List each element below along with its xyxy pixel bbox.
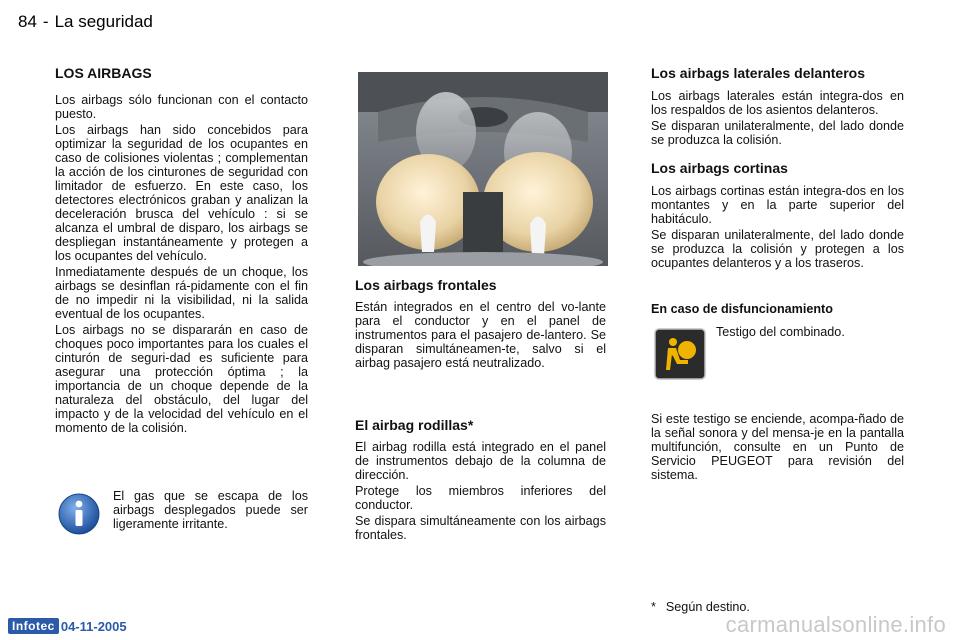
right-column xyxy=(651,66,904,484)
footer xyxy=(8,617,127,635)
curtain-airbags-paragraph: Se disparan unilateralmente, del lado donde se produzca la colisión y protegen a los ocupantes delanteros y a los traseros. xyxy=(651,228,904,270)
frontal-airbags-heading: Los airbags frontales xyxy=(355,277,497,293)
warning-lamp-caption: Testigo del combinado. xyxy=(716,325,845,339)
info-note-text: El gas que se escapa de los airbags desplegados puede ser ligeramente irritante. xyxy=(113,489,308,531)
curtain-airbags-paragraph: Los airbags cortinas están integra-dos en los montantes y en la parte superior del habitáculo. xyxy=(651,184,904,226)
left-paragraph: Los airbags no se dispararán en caso de choques poco importantes para los cuales el cinturón de seguri-dad es suficiente para asegurar una protección óptima ; la importancia de un choque depende de la naturaleza del obstáculo, del lugar del impacto y de la velocidad del vehículo en el momento de la colisión. xyxy=(55,323,308,435)
footnote-text: Según destino. xyxy=(665,600,750,614)
watermark: carmanualsonline.info xyxy=(725,612,946,637)
info-note xyxy=(58,489,308,539)
malfunction-paragraph: Si este testigo se enciende, acompa-ñado de la señal sonora y del mensa-je en la pantalla multifunción, consulte en un Punto de Servicio PEUGEOT para revisión del sistema. xyxy=(651,412,904,482)
left-paragraph: Los airbags sólo funcionan con el contacto puesto. xyxy=(55,93,308,121)
left-paragraph: Los airbags han sido concebidos para optimizar la seguridad de los ocupantes en caso de colisiones violentas ; complementan la acción de los cinturones de seguridad con limitador de esfuerzo. En este caso, los detectores electrónicos graban y analizan la deceleración brusca del vehículo : si se alcanza el umbral de disparo, los airbags se despliegan instantáneamente y protegen a los ocupantes del vehículo. xyxy=(55,123,308,263)
page-title: La seguridad xyxy=(54,12,153,31)
page-header xyxy=(18,12,153,32)
frontal-airbags-paragraph: Están integrados en el centro del vo-lante para el conductor y en el panel de instrumentos para el pasajero de-lantero. Se disparan simultáneamen-te, salvo si el airbag pasajero está neutralizado. xyxy=(355,300,606,370)
page-number: 84 xyxy=(18,12,37,31)
warning-lamp-row xyxy=(651,326,904,388)
knee-airbag-paragraph: Se dispara simultáneamente con los airbags frontales. xyxy=(355,514,606,542)
airbags-heading: LOS AIRBAGS xyxy=(55,65,152,81)
malfunction-heading: En caso de disfuncionamiento xyxy=(651,302,833,316)
info-icon xyxy=(58,493,100,535)
knee-airbag-section xyxy=(355,418,606,544)
footnote-marker: * xyxy=(651,600,656,614)
airbag-warning-icon xyxy=(654,328,706,380)
frontal-airbags-section xyxy=(355,278,606,372)
brand-badge: Infotec xyxy=(8,618,59,634)
knee-airbag-paragraph: Protege los miembros inferiores del conductor. xyxy=(355,484,606,512)
lateral-airbags-heading: Los airbags laterales delanteros xyxy=(651,65,865,81)
footer-date: 04-11-2005 xyxy=(60,618,127,634)
knee-airbag-paragraph: El airbag rodilla está integrado en el panel de instrumentos debajo de la columna de dirección. xyxy=(355,440,606,482)
header-separator: - xyxy=(42,12,49,31)
lateral-airbags-paragraph: Se disparan unilateralmente, del lado donde se produzca la colisión. xyxy=(651,119,904,147)
lateral-airbags-paragraph: Los airbags laterales están integra-dos en los respaldos de los asientos delanteros. xyxy=(651,89,904,117)
left-column xyxy=(55,66,308,437)
knee-airbag-heading: El airbag rodillas* xyxy=(355,417,474,433)
airbags-photo xyxy=(358,72,608,266)
curtain-airbags-heading: Los airbags cortinas xyxy=(651,160,788,176)
left-paragraph: Inmediatamente después de un choque, los airbags se desinflan rá-pidamente con el fin de no impedir ni la visibilidad, ni la salida eventual de los ocupantes. xyxy=(55,265,308,321)
